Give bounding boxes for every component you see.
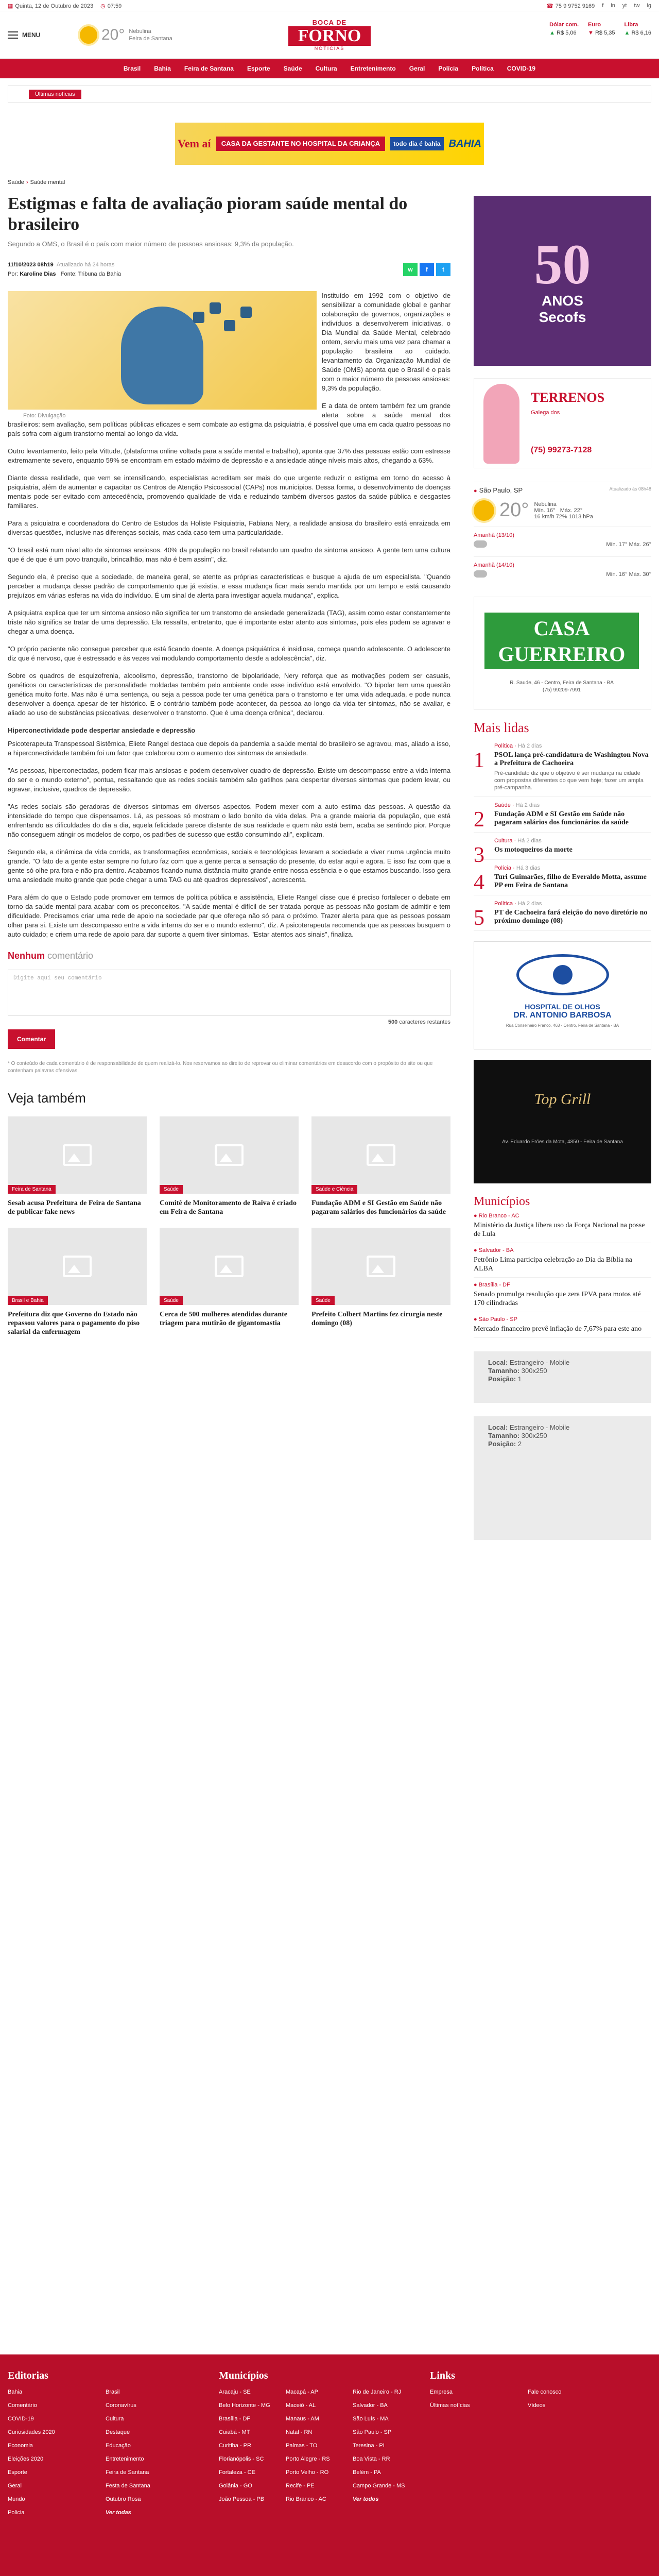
item-title[interactable]: PT de Cachoeira fará eleição do novo diretório no próximo domingo (08) (494, 909, 648, 925)
rank-number: 2 (474, 808, 484, 832)
footer-link[interactable]: Vídeos (528, 2402, 546, 2409)
article-paragraph: Para além do que o Estado pode promover em termos de política pública e assistência, Eliete Rangel disse que é preciso fortalecer o debate em torno da saúde mental para acabar com os preconceitos. "A saúde mental é difícil de ser tratada porque as pessoas não gostam de admitir e tem dificuldade. Precisamos criar uma rede de apoio na sociedade par que ofereça não só para o próximo. Trazer alerta para que as pessoas possam olhar para si. Existe um descompasso entre a vida interna do ser e o mundo externo", diz. A psicoterapeuta recomenda que as pessoas busquem o auto cuidado; e criem uma rede de apoio para dar suporte a quem tiver sintomas. "Estar atentos aos sinais", finaliza. (8, 893, 450, 938)
terrenos-title: TERRENOS (531, 390, 605, 405)
footer-link[interactable]: COVID-19 (8, 2416, 34, 2422)
footer-link[interactable]: Economia (8, 2443, 33, 2449)
sidebar (474, 165, 651, 1540)
footer-link[interactable]: Porto Velho - RO (286, 2469, 329, 2476)
footer-link[interactable]: Rio de Janeiro - RJ (353, 2389, 402, 2395)
nav-item-7[interactable]: Geral (409, 65, 425, 72)
terrenos-sub: Galega dos (531, 410, 560, 416)
article-paragraph: Outro levantamento, feito pela Vittude, (plataforma online voltada para a saúde mental e trabalho), aponta que 37% das pessoas estão com estresse extremamente severo, enquanto 59% se encontram em estado máximo de depressão e a ansiedade atinge níveis mais altos, chegando a 63%. (8, 447, 450, 464)
related-title-link[interactable]: Comitê de Monitoramento de Raiva é criado em Feira de Santana (160, 1199, 297, 1216)
related-title-link[interactable]: Sesab acusa Prefeitura de Feira de Santana de publicar fake news (8, 1199, 141, 1216)
ticker-label: Últimas notícias (29, 90, 81, 99)
item-title[interactable]: Fundação ADM e SI Gestão em Saúde não pagaram salários dos funcionários da saúde (494, 810, 629, 826)
topgrill-ad[interactable] (474, 1060, 651, 1183)
related-tag[interactable]: Saúde (311, 1296, 335, 1305)
footer-link[interactable]: Rio Branco - AC (286, 2496, 326, 2502)
article-paragraph: Segundo ela, a dinâmica da vida corrida, as transformações econômicas, sociais e tecnológicas levaram a sociedade a viver numa urgência muito grande. "O fato de a gente estar sempre no futuro faz com que a gente perca a sensação do presente, do estar aqui e agora. E isso faz com que a gente só olhe pra fora e não pra dentro. Acabamos ficando numa distância muito grande entre nossa essência e o que estamos buscando. Isso gera uma ansiedade muito grande que pode chegar a uma TAG ou até quadros depressivos", acrescenta. (8, 848, 450, 884)
ad-slot[interactable]: Local: Estrangeiro - Mobile Tamanho: 300x250 Posição: 1 (474, 1351, 651, 1403)
footer-link[interactable]: Outubro Rosa (106, 2496, 141, 2502)
footer-link[interactable]: Curitiba - PR (219, 2443, 251, 2449)
weather-minmax: Nebulina Mín. 16° Máx. 22° 16 km/h 72% 1013 hPa (534, 501, 593, 520)
footer-link[interactable]: Brasília - DF (219, 2416, 251, 2422)
footer-municipios-title: Municípios (219, 2370, 268, 2381)
nav-item-4[interactable]: Saúde (283, 65, 302, 72)
cloud-icon (474, 540, 487, 548)
fx-dolar: Dólar com. ▲ R$ 5,06 (549, 22, 579, 36)
nav-item-8[interactable]: Polícia (438, 65, 459, 72)
category-name[interactable]: Cultura (494, 838, 513, 844)
list-item[interactable] (474, 865, 651, 895)
image-placeholder-icon (215, 1256, 244, 1277)
related-tag[interactable]: Brasil e Bahia (8, 1296, 48, 1305)
footer-link[interactable]: Comentário (8, 2402, 37, 2409)
nav-item-5[interactable]: Cultura (315, 65, 337, 72)
eye-icon (516, 954, 609, 995)
article-paragraph: "O próprio paciente não consegue perceber que está ficando doente. A doença psiquiátrica é insidiosa, começa quando adolescente. O adolescente diz que é nervoso, que é estressado e às vezes vai modulando comportamento desde a adolescência", diz. (8, 645, 450, 662)
footer-link[interactable]: Entretenimento (106, 2456, 144, 2462)
related-tag[interactable]: Saúde (160, 1185, 183, 1194)
footer-link[interactable]: Curiosidades 2020 (8, 2429, 55, 2435)
calendar-icon: ▦ (8, 3, 13, 9)
sun-icon (80, 26, 97, 44)
related-tag[interactable]: Saúde e Ciência (311, 1185, 357, 1194)
article-paragraph: Para a psiquiatra e coordenadora do Centro de Estudos da Holiste Psiquiatria, Fabiana Nery, a realidade ansiosa do brasileiro está enraizada em diversas questões, inclusive nas diferenças sociais, mas cada caso tem uma particularidade. (8, 519, 450, 536)
related-thumb[interactable] (160, 1228, 299, 1305)
item-category: Política · Há 2 dias (494, 743, 542, 749)
municipios-title: Municípios (474, 1195, 530, 1208)
facebook-share-icon[interactable]: f (420, 263, 434, 276)
image-placeholder-icon (367, 1256, 395, 1277)
topbar (0, 0, 659, 11)
weather-updated: Atualizado às 08h48 (609, 486, 651, 492)
item-city (474, 1316, 651, 1323)
footer-link[interactable]: Bahia (8, 2389, 23, 2395)
category-name[interactable]: Saúde (494, 802, 511, 808)
terrenos-ad[interactable] (474, 378, 651, 468)
footer-municipios (219, 2370, 430, 2516)
related-thumb[interactable] (311, 1116, 450, 1194)
breadcrumb-item[interactable]: Saúde mental (30, 179, 65, 185)
sun-icon (474, 500, 494, 521)
list-item[interactable] (474, 1209, 651, 1243)
logo-top: BOCA DE (312, 19, 347, 26)
municipios-list (474, 1209, 651, 1338)
footer-link[interactable]: Salvador - BA (353, 2402, 388, 2409)
menu-button[interactable] (8, 31, 59, 39)
footer-link[interactable]: Fortaleza - CE (219, 2469, 255, 2476)
forecast-row: Amanhã (14/10) Mín. 16° Máx. 30° (474, 556, 651, 586)
image-placeholder-icon (63, 1256, 92, 1277)
weather-widget (474, 482, 651, 586)
footer-link[interactable]: Ver todos (353, 2496, 379, 2502)
related-card[interactable] (160, 1116, 299, 1216)
list-item[interactable] (474, 1312, 651, 1338)
site-header (0, 11, 659, 59)
footer-link[interactable]: Teresina - PI (353, 2443, 385, 2449)
comment-input[interactable]: Digite aqui seu comentário (8, 970, 450, 1016)
phone-link[interactable]: ☎ 75 9 9752 9169 (546, 3, 595, 9)
footer-link[interactable]: Belo Horizonte - MG (219, 2402, 270, 2409)
article-paragraph: "O brasil está num nível alto de sintomas ansiosos. 40% da população no brasil relatando um quadro de sintoma ansioso. A gente tem uma cultura que é de que é um povo tranquilo, brincalhão, mas não é bem assim", diz. (8, 546, 450, 563)
category-name[interactable]: Polícia (494, 865, 512, 871)
item-age: Há 3 dias (516, 865, 541, 871)
footer-link[interactable]: Belém - PA (353, 2469, 381, 2476)
related-thumb[interactable] (8, 1116, 147, 1194)
banner-text-4: BAHIA (448, 138, 481, 149)
item-title[interactable]: Turi Guimarães, filho de Everaldo Motta, assume PP em Feira de Santana (494, 873, 647, 889)
article-author: Karoline Dias (20, 271, 56, 277)
head-silhouette (121, 307, 203, 404)
weather-now (474, 499, 651, 521)
footer-link[interactable]: Recife - PE (286, 2483, 315, 2489)
footer-link[interactable]: Festa de Santana (106, 2483, 150, 2489)
logo-main: FORNO (288, 26, 371, 46)
city-name: Brasília - DF (478, 1282, 510, 1288)
footer-editorias (8, 2370, 219, 2516)
article-updated: Atualizado há 24 horas (56, 262, 115, 268)
article-paragraph: Instituído em 1992 com o objetivo de sensibilizar a comunidade global e ganhar colaboração de governos, organizações e indivíduos a desenvolverem iniciativas, o Dia Mundial da Saúde Mental, celebrado ontem, serviu mais uma vez para chamar a população brasileira ao cuidado. levantamento da Organização Mundial de Saúde (OMS) aponta que o Brasil é o país com o maior número de pessoas ansiosas: 9,3% da população. (322, 292, 450, 392)
puzzle-piece-icon (193, 312, 204, 323)
item-title[interactable]: Senado promulga resolução que zera IPVA para motos até 170 cilindradas (474, 1291, 641, 1307)
header-weather-desc: Nebulina Feira de Santana (129, 28, 172, 42)
clock-icon: ◷ (100, 3, 106, 9)
related-card[interactable] (160, 1228, 299, 1336)
breadcrumb-item[interactable]: Saúde (8, 179, 24, 185)
related-title-link[interactable]: Prefeitura diz que Governo do Estado não repassou valores para o pagamento do piso salarial da enfermagem (8, 1311, 140, 1336)
related-tag[interactable]: Feira de Santana (8, 1185, 56, 1194)
footer-link[interactable]: Aracaju - SE (219, 2389, 251, 2395)
related-grid (8, 1116, 450, 1336)
related-title-link[interactable]: Cerca de 500 mulheres atendidas durante triagem para mutirão de gigantomastia (160, 1311, 287, 1327)
topgrill-address: Av. Eduardo Fróes da Mota, 4850 - Feira de Santana (502, 1139, 623, 1145)
article-subtitle: Segundo a OMS, o Brasil é o país com maior número de pessoas ansiosas: 9,3% da população. (8, 240, 294, 248)
secofs-anos: ANOS (542, 293, 583, 309)
cloud-icon (474, 570, 487, 578)
article-paragraph: A psiquiatra explica que ter um sintoma ansioso não significa ter um transtorno de ansiedade generalizada (TAG), assim como estar constantemente triste não significa se tratar de uma depressão. Ela ressalta, entretanto, que é importante estar atento aos sintomas, pois eles podem se agravar e chegar a uma doença. (8, 609, 450, 635)
article-figure[interactable] (8, 291, 317, 419)
terrenos-phone: (75) 99273-7128 (531, 446, 592, 454)
article-image (8, 291, 317, 410)
footer-link[interactable]: Maceió - AL (286, 2402, 316, 2409)
news-ticker (8, 86, 651, 103)
location-pin-icon: ● (474, 1282, 479, 1288)
footer-link[interactable]: Brasil (106, 2389, 120, 2395)
footer-link[interactable]: Esporte (8, 2469, 27, 2476)
puzzle-piece-icon (210, 302, 221, 314)
related-title: Veja também (8, 1090, 86, 1106)
footer-link[interactable]: Eleições 2020 (8, 2456, 44, 2462)
guerreiro-name: CASA GUERREIRO (484, 613, 639, 669)
article-paragraph: Psicoterapeuta Transpessoal Sistêmica, Eliete Rangel destaca que depois da pandemia a saúde mental do brasileiro se agravou, mas, aliado a isso, a hiperconectividade também foi um fator que colaborou com o aumento dos sintomas de ansiedade. (8, 740, 450, 757)
footer-link[interactable]: João Pessoa - PB (219, 2496, 265, 2502)
social-linkedin-icon[interactable]: in (611, 3, 615, 9)
article-source: Tribuna da Bahia (78, 271, 122, 277)
twitter-share-icon[interactable]: t (436, 263, 450, 276)
site-footer (0, 2354, 659, 2576)
weather-location[interactable]: ● São Paulo, SP (474, 486, 523, 494)
item-city (474, 1213, 651, 1219)
rank-number: 5 (474, 906, 484, 930)
related-card[interactable] (8, 1116, 147, 1216)
social-youtube-icon[interactable]: yt (622, 3, 627, 9)
footer-link[interactable]: Feira de Santana (106, 2469, 149, 2476)
article-paragraph: Diante dessa realidade, que vem se intensificando, especialistas acreditam ser mais do que urgente reduzir o estigma em torno do acesso à psiquiatria, além de aumentar e capacitar os Centros de Atenção Psicossocial (CAPs) nos municípios. Dessa forma, o desenvolvimento de doenças mentais pode ser evitado com antecedência, promovendo qualidade de vida e reduzindo também diversos gastos da saúde pública e desgastes familiares. (8, 474, 450, 510)
currency-quotes (549, 21, 651, 37)
menu-label: MENU (22, 31, 41, 39)
breadcrumb: Saúde › Saúde mental (8, 179, 65, 185)
article-paragraph: Sobre os quadros de esquizofrenia, alcoolismo, depressão, transtorno de bipolaridade, Nery reforça que as motivações podem ser casuais, genéticos ou características de personalidade moldadas também pelo ambiente onde esse indivíduo está envolvido. "O bipolar tem uma questão genética muito forte. Mas não é uma sentença, ou seja a pessoa pode ter uma genética para o transtorno e ter uma vida adequada, e pode nunca desenvolver a doença apesar de ter histórico. E o contrário também pode acontecer, da pessoa ao longo da vida ter sintomas, não se avaliar, e aliado ao uso de substâncias psicoativas, desenvolver o transtorno. Que é uma doença crônica", declarou. (8, 672, 450, 717)
footer-link[interactable]: Macapá - AP (286, 2389, 318, 2395)
social-twitter-icon[interactable]: tw (634, 3, 640, 9)
article (8, 165, 450, 1336)
list-item[interactable] (474, 743, 651, 797)
comment-disclaimer: * O conteúdo de cada comentário é de responsabilidade de quem realizá-lo. Nos reservamos ao direito de reprovar ou eliminar comentários em desacordo com o propósito do site ou que contenham palavras ofensivas. (8, 1061, 433, 1074)
footer-link[interactable]: Campo Grande - MS (353, 2483, 405, 2489)
footer-link[interactable]: Natal - RN (286, 2429, 313, 2435)
related-thumb[interactable] (311, 1228, 450, 1305)
nav-item-1[interactable]: Bahia (154, 65, 171, 72)
article-paragraph: "As pessoas, hiperconectadas, podem ficar mais ansiosas e podem desenvolver quadro de depressão. Existe um descompasso entre a vida interna do ser e o mundo externo", pontua, ressaltando que as redes sociais também são gatilhos para despertar diversos sintomas que podem levar, ou agravar, inclusive, quadros de depressão. (8, 767, 450, 793)
article-subheading: Hiperconectividade pode despertar ansiedade e depressão (8, 726, 196, 734)
most-read-title: Mais lidas (474, 720, 529, 735)
nav-item-6[interactable]: Entretenimento (350, 65, 396, 72)
item-title[interactable]: Ministério da Justiça libera uso da Força Nacional na posse de Lula (474, 1222, 645, 1238)
item-title[interactable]: Mercado financeiro prevê inflação de 7,67% para este ano (474, 1325, 642, 1333)
nav-item-3[interactable]: Esporte (247, 65, 270, 72)
location-pin-icon: ● (474, 1247, 479, 1253)
banner-text-2: CASA DA GESTANTE NO HOSPITAL DA CRIANÇA (216, 137, 385, 151)
article-meta (8, 260, 450, 279)
image-caption: Foto: Divulgação (23, 413, 66, 419)
related-card[interactable] (311, 1116, 450, 1216)
city-name: Salvador - BA (478, 1247, 514, 1253)
related-title-link[interactable]: Fundação ADM e SI Gestão em Saúde não pagaram salários dos funcionários da saúde (311, 1199, 446, 1216)
item-age: Há 2 dias (515, 802, 540, 808)
footer-link[interactable]: Geral (8, 2483, 22, 2489)
logo-sub: NOTÍCIAS (314, 46, 345, 51)
footer-link[interactable]: Mundo (8, 2496, 25, 2502)
item-age: Há 2 dias (517, 743, 542, 749)
hamburger-icon (8, 31, 18, 39)
item-title[interactable]: Petrônio Lima participa celebração ao Dia da Bíblia na ALBA (474, 1256, 632, 1273)
ad-slot[interactable]: Local: Estrangeiro - Mobile Tamanho: 300x250 Posição: 2 (474, 1416, 651, 1540)
nav-item-10[interactable]: COVID-19 (507, 65, 536, 72)
footer-link[interactable]: Últimas notícias (430, 2402, 470, 2409)
most-read-list (474, 743, 651, 931)
topgrill-title: Top Grill (534, 1091, 591, 1108)
footer-link[interactable]: Destaque (106, 2429, 130, 2435)
footer-link[interactable]: São Paulo - SP (353, 2429, 392, 2435)
hospital-name: DR. ANTONIO BARBOSA (513, 1011, 612, 1020)
footer-link[interactable]: Empresa (430, 2389, 453, 2395)
char-counter: 500 caracteres restantes (388, 1019, 450, 1025)
footer-link[interactable]: Palmas - TO (286, 2443, 318, 2449)
puzzle-piece-icon (224, 320, 235, 331)
related-card[interactable] (8, 1228, 147, 1336)
item-category: Polícia · Há 3 dias (494, 865, 541, 871)
article-date: 11/10/2023 08h19 (8, 262, 54, 268)
footer-link[interactable]: Florianópolis - SC (219, 2456, 264, 2462)
image-placeholder-icon (63, 1144, 92, 1166)
city-name: Rio Branco - AC (478, 1213, 519, 1219)
location-pin-icon: ● (474, 1213, 479, 1219)
list-item[interactable] (474, 1278, 651, 1312)
footer-link[interactable]: Porto Alegre - RS (286, 2456, 330, 2462)
article-body (8, 291, 450, 939)
nav-item-0[interactable]: Brasil (123, 65, 141, 72)
related-title-link[interactable]: Prefeito Colbert Martins fez cirurgia neste domingo (08) (311, 1311, 443, 1327)
footer-link[interactable]: Policia (8, 2510, 25, 2516)
footer-link[interactable]: Ver todas (106, 2510, 131, 2516)
image-placeholder-icon (367, 1144, 395, 1166)
comment-submit-button[interactable]: Comentar (8, 1029, 55, 1049)
article-paragraph: Segundo ela, é preciso que a sociedade, de maneira geral, se atente as próprias características e busque a ajuda de um especialista. "Quando perceber a mudança desse padrão de comportamento que já existia, e essa mudança ficar mais sendo mantida por um tempo e está causando prejuízos em várias esferas na vida do indivíduo. É um sinal de alerta para investigar aquela mudança", explica. (8, 573, 450, 599)
whatsapp-share-icon[interactable]: w (403, 263, 418, 276)
footer-link[interactable]: Coronavírus (106, 2402, 136, 2409)
guerreiro-info: R. Saude, 46 - Centro, Feira de Santana - BA (75) 99209-7991 (510, 680, 614, 693)
hospital-title: HOSPITAL DE OLHOS (525, 1003, 600, 1011)
social-facebook-icon[interactable]: f (602, 3, 604, 9)
footer-link[interactable]: Cultura (106, 2416, 124, 2422)
casa-guerreiro-ad[interactable] (474, 597, 651, 710)
secofs-num: 50 (534, 233, 591, 296)
item-title[interactable]: Os motoqueiros da morte (494, 846, 573, 854)
category-name[interactable]: Política (494, 901, 513, 907)
secofs-ad[interactable] (474, 196, 651, 366)
list-item[interactable] (474, 838, 651, 867)
forecast-row: Amanhã (13/10) Mín. 17° Máx. 26° (474, 527, 651, 556)
footer-editorias-title: Editorias (8, 2370, 48, 2381)
site-logo[interactable] (288, 19, 371, 51)
article-paragraph: E a data de ontem também fez um grande alerta sobre a saúde mental dos brasileiros: sem avaliação, sem políticas públicas eficazes e sem combate ao estigma da psiquiatria, é possível que uma em cada quatro pessoas no país sofra com algum transtorno mental ao longo da vida. (8, 402, 450, 437)
comments-title: Nenhum comentário (8, 951, 94, 961)
related-thumb[interactable] (8, 1228, 147, 1305)
hospital-address: Rua Conselheiro Franco, 463 - Centro, Feira de Santana - BA (506, 1023, 619, 1028)
article-paragraph: "As redes sociais são geradoras de diversos sintomas em diversos aspectos. Podem mexer com a auto estima das pessoas. A questão da intensidade do tempo que dispensamos. Lá, as pessoas só mostram o lado bonito da vida delas. Pra a grande maioria da população, que está enfrentando as dificuldades do dia a dia, aquela felicidade parece distante de sua realidade e quem não está bem, acaba se sentindo pior. Porque não conseguem atingir os modelos de corpo, os padrões de sucesso que estão consumindo ali", explicam. (8, 803, 450, 838)
secofs-brand: Secofs (539, 309, 586, 325)
rank-number: 4 (474, 871, 484, 894)
related-tag[interactable]: Saúde (160, 1296, 183, 1305)
header-weather[interactable] (80, 26, 172, 44)
nav-item-9[interactable]: Política (472, 65, 494, 72)
main-nav (0, 59, 659, 78)
article-title: Estigmas e falta de avaliação pioram saúde mental do brasileiro (8, 194, 408, 234)
location-pin-icon: ● (474, 1316, 479, 1323)
item-category: Cultura · Há 2 dias (494, 838, 542, 844)
fx-libra: Libra ▲ R$ 6,16 (624, 22, 651, 36)
item-desc: Pré-candidato diz que o objetivo é ser mudança na cidade com propostas diferentes do que vem hoje; fazer um ampla pré-campanha. (494, 770, 644, 791)
item-city (474, 1282, 651, 1288)
puzzle-piece-icon (240, 307, 252, 318)
mascot-figure (483, 384, 519, 464)
hospital-ad[interactable] (474, 941, 651, 1049)
footer-link[interactable]: Goiânia - GO (219, 2483, 252, 2489)
footer-link[interactable]: Manaus - AM (286, 2416, 319, 2422)
footer-links (430, 2370, 646, 2516)
top-ad-banner[interactable] (175, 123, 484, 165)
footer-link[interactable]: Fale conosco (528, 2389, 562, 2395)
list-item[interactable] (474, 901, 651, 931)
location-pin-icon: ● (474, 488, 477, 494)
related-card[interactable] (311, 1228, 450, 1336)
banner-text-3: todo dia é bahia (390, 137, 443, 150)
article-meta-text: 11/10/2023 08h19 Atualizado há 24 horas Por: Karoline Dias Fonte: Tribuna da Bahia (8, 262, 122, 277)
footer-link[interactable]: São Luís - MA (353, 2416, 389, 2422)
item-city (474, 1247, 651, 1253)
banner-text-1: Vem aí (178, 137, 211, 150)
footer-link[interactable]: Cuiabá - MT (219, 2429, 250, 2435)
item-title[interactable]: PSOL lança pré-candidatura de Washington Nova a Prefeitura de Cachoeira (494, 751, 649, 767)
footer-link[interactable]: Boa Vista - RR (353, 2456, 390, 2462)
footer-link[interactable]: Educação (106, 2443, 131, 2449)
share-buttons (403, 263, 450, 276)
footer-links-title: Links (430, 2370, 455, 2381)
list-item[interactable] (474, 802, 651, 833)
list-item[interactable] (474, 1243, 651, 1278)
phone-icon: ☎ (546, 3, 553, 9)
item-age: Há 2 dias (517, 901, 542, 907)
date-text: ▦ Quinta, 12 de Outubro de 2023 (8, 3, 94, 9)
weather-temp: 20° (499, 499, 529, 521)
rank-number: 3 (474, 843, 484, 867)
social-instagram-icon[interactable]: ig (647, 3, 651, 9)
related-thumb[interactable] (160, 1116, 299, 1194)
image-placeholder-icon (215, 1144, 244, 1166)
rank-number: 1 (474, 749, 484, 772)
fx-euro: Euro ▼ R$ 5,35 (588, 22, 615, 36)
item-category: Política · Há 2 dias (494, 901, 542, 907)
item-age: Há 2 dias (517, 838, 542, 844)
nav-item-2[interactable]: Feira de Santana (184, 65, 234, 72)
city-name: São Paulo - SP (478, 1316, 517, 1323)
time-text: ◷ 07:59 (100, 3, 122, 9)
item-category: Saúde · Há 2 dias (494, 802, 540, 808)
category-name[interactable]: Política (494, 743, 513, 749)
header-temp: 20° (101, 26, 125, 43)
